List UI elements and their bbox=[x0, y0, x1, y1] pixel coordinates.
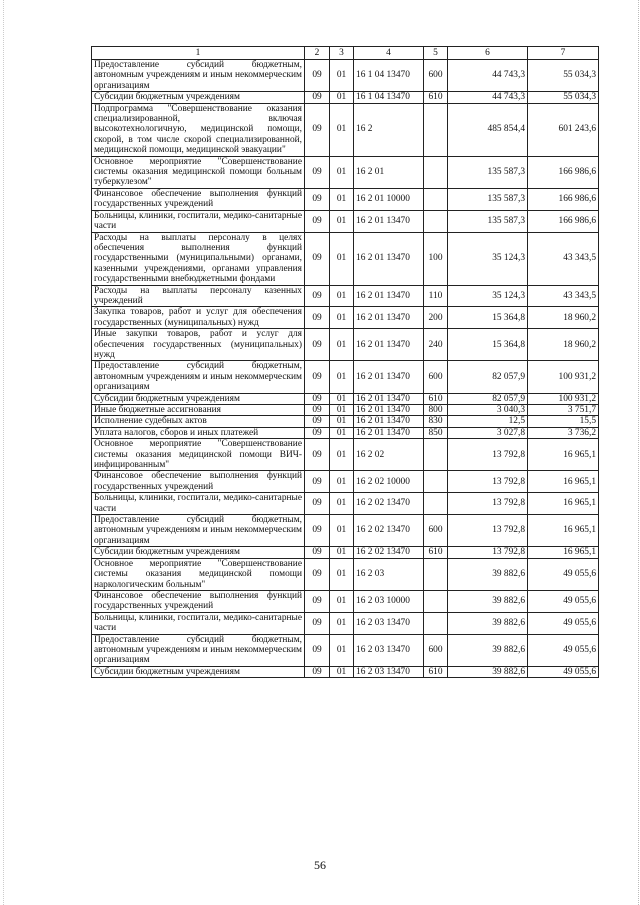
amount-year1-cell: 3 027,8 bbox=[448, 427, 528, 438]
amount-year2-cell: 49 055,6 bbox=[528, 590, 599, 612]
table-row bbox=[92, 210, 599, 232]
header-col-3: 3 bbox=[330, 47, 354, 60]
amount-year2-cell: 16 965,1 bbox=[528, 439, 599, 471]
target-article-cell: 16 2 02 13470 bbox=[354, 515, 424, 547]
target-article-cell: 16 2 01 bbox=[354, 156, 424, 188]
header-col-1: 1 bbox=[92, 47, 305, 60]
amount-year2-cell: 18 960,2 bbox=[528, 307, 599, 329]
amount-year1-cell: 135 587,3 bbox=[448, 156, 528, 188]
table-row bbox=[92, 590, 599, 612]
header-col-2: 2 bbox=[305, 47, 330, 60]
amount-year2-cell: 16 965,1 bbox=[528, 547, 599, 558]
table-header-row bbox=[92, 47, 599, 60]
expense-name-cell: Предоставление субсидий бюджетным, автономным учреждениям и иным некоммерческим организациям bbox=[92, 634, 305, 666]
expense-type-cell: 600 bbox=[424, 634, 448, 666]
table-row bbox=[92, 439, 599, 471]
expense-name-cell: Закупка товаров, работ и услуг для обеспечения государственных (муниципальных) нужд bbox=[92, 307, 305, 329]
amount-year1-cell: 13 792,8 bbox=[448, 493, 528, 515]
expense-name-cell: Субсидии бюджетным учреждениям bbox=[92, 92, 305, 103]
amount-year2-cell: 16 965,1 bbox=[528, 515, 599, 547]
subsection-code-cell: 01 bbox=[330, 92, 354, 103]
amount-year1-cell: 13 792,8 bbox=[448, 471, 528, 493]
amount-year2-cell: 601 243,6 bbox=[528, 103, 599, 156]
amount-year2-cell: 100 931,2 bbox=[528, 393, 599, 404]
amount-year1-cell: 15 364,8 bbox=[448, 307, 528, 329]
subsection-code-cell: 01 bbox=[330, 416, 354, 427]
expense-name-cell: Предоставление субсидий бюджетным, автономным учреждениям и иным некоммерческим организациям bbox=[92, 515, 305, 547]
target-article-cell: 16 2 01 13470 bbox=[354, 361, 424, 393]
section-code-cell: 09 bbox=[305, 393, 330, 404]
expense-name-cell: Расходы на выплаты персоналу в целях обеспечения выполнения функций государственными (муниципальными) органами, казенными учреждениями, органами управления государственными внебюджетными фондами bbox=[92, 232, 305, 285]
header-col-4: 4 bbox=[354, 47, 424, 60]
expense-type-cell: 800 bbox=[424, 405, 448, 416]
expense-type-cell: 610 bbox=[424, 92, 448, 103]
table-row bbox=[92, 416, 599, 427]
scan-right-edge bbox=[637, 0, 639, 905]
expense-name-cell: Основное мероприятие "Совершенствование системы оказания медицинской помощи ВИЧ-инфицированным" bbox=[92, 439, 305, 471]
section-code-cell: 09 bbox=[305, 439, 330, 471]
subsection-code-cell: 01 bbox=[330, 427, 354, 438]
expense-type-cell: 600 bbox=[424, 361, 448, 393]
amount-year1-cell: 12,5 bbox=[448, 416, 528, 427]
table-row bbox=[92, 427, 599, 438]
expense-name-cell: Подпрограмма "Совершенствование оказания специализированной, включая высокотехнологичную, медицинской помощи, скорой, в том числе скорой специализированной, медицинской помощи, медицинской эвакуации" bbox=[92, 103, 305, 156]
amount-year2-cell: 49 055,6 bbox=[528, 558, 599, 590]
expense-name-cell: Субсидии бюджетным учреждениям bbox=[92, 393, 305, 404]
expense-name-cell: Финансовое обеспечение выполнения функций государственных учреждений bbox=[92, 188, 305, 210]
amount-year2-cell: 15,5 bbox=[528, 416, 599, 427]
target-article-cell: 16 2 bbox=[354, 103, 424, 156]
target-article-cell: 16 2 02 13470 bbox=[354, 547, 424, 558]
amount-year2-cell: 3 751,7 bbox=[528, 405, 599, 416]
header-col-6: 6 bbox=[448, 47, 528, 60]
expense-name-cell: Основное мероприятие "Совершенствование системы оказания медицинской помощи наркологическим больным" bbox=[92, 558, 305, 590]
amount-year1-cell: 82 057,9 bbox=[448, 361, 528, 393]
expense-type-cell: 850 bbox=[424, 427, 448, 438]
subsection-code-cell: 01 bbox=[330, 60, 354, 92]
expense-type-cell bbox=[424, 590, 448, 612]
amount-year1-cell: 13 792,8 bbox=[448, 439, 528, 471]
expense-type-cell bbox=[424, 210, 448, 232]
section-code-cell: 09 bbox=[305, 471, 330, 493]
amount-year2-cell: 166 986,6 bbox=[528, 210, 599, 232]
table-row bbox=[92, 493, 599, 515]
target-article-cell: 16 1 04 13470 bbox=[354, 60, 424, 92]
expense-type-cell: 100 bbox=[424, 232, 448, 285]
section-code-cell: 09 bbox=[305, 232, 330, 285]
amount-year2-cell: 55 034,3 bbox=[528, 92, 599, 103]
amount-year2-cell: 49 055,6 bbox=[528, 634, 599, 666]
subsection-code-cell: 01 bbox=[330, 612, 354, 634]
section-code-cell: 09 bbox=[305, 416, 330, 427]
table-body bbox=[92, 60, 599, 678]
expense-type-cell: 600 bbox=[424, 60, 448, 92]
section-code-cell: 09 bbox=[305, 60, 330, 92]
subsection-code-cell: 01 bbox=[330, 307, 354, 329]
amount-year2-cell: 55 034,3 bbox=[528, 60, 599, 92]
page-number: 56 bbox=[314, 858, 326, 872]
expense-type-cell bbox=[424, 188, 448, 210]
amount-year1-cell: 35 124,3 bbox=[448, 232, 528, 285]
table-row bbox=[92, 471, 599, 493]
section-code-cell: 09 bbox=[305, 92, 330, 103]
expense-name-cell: Финансовое обеспечение выполнения функций государственных учреждений bbox=[92, 590, 305, 612]
subsection-code-cell: 01 bbox=[330, 547, 354, 558]
target-article-cell: 16 2 01 13470 bbox=[354, 416, 424, 427]
expense-name-cell: Финансовое обеспечение выполнения функций государственных учреждений bbox=[92, 471, 305, 493]
expense-type-cell: 610 bbox=[424, 547, 448, 558]
section-code-cell: 09 bbox=[305, 103, 330, 156]
table-row bbox=[92, 285, 599, 307]
subsection-code-cell: 01 bbox=[330, 156, 354, 188]
amount-year2-cell: 3 736,2 bbox=[528, 427, 599, 438]
expense-name-cell: Предоставление субсидий бюджетным, автономным учреждениям и иным некоммерческим организациям bbox=[92, 60, 305, 92]
target-article-cell: 16 2 01 13470 bbox=[354, 427, 424, 438]
expense-type-cell bbox=[424, 558, 448, 590]
subsection-code-cell: 01 bbox=[330, 515, 354, 547]
subsection-code-cell: 01 bbox=[330, 361, 354, 393]
section-code-cell: 09 bbox=[305, 666, 330, 677]
expense-type-cell bbox=[424, 156, 448, 188]
expense-name-cell: Иные бюджетные ассигнования bbox=[92, 405, 305, 416]
expense-type-cell: 200 bbox=[424, 307, 448, 329]
subsection-code-cell: 01 bbox=[330, 590, 354, 612]
table-row bbox=[92, 361, 599, 393]
expense-type-cell bbox=[424, 439, 448, 471]
amount-year2-cell: 43 343,5 bbox=[528, 285, 599, 307]
section-code-cell: 09 bbox=[305, 493, 330, 515]
amount-year2-cell: 166 986,6 bbox=[528, 156, 599, 188]
amount-year1-cell: 15 364,8 bbox=[448, 329, 528, 361]
table-row bbox=[92, 307, 599, 329]
subsection-code-cell: 01 bbox=[330, 285, 354, 307]
subsection-code-cell: 01 bbox=[330, 493, 354, 515]
expense-type-cell: 830 bbox=[424, 416, 448, 427]
amount-year1-cell: 82 057,9 bbox=[448, 393, 528, 404]
section-code-cell: 09 bbox=[305, 427, 330, 438]
target-article-cell: 16 1 04 13470 bbox=[354, 92, 424, 103]
table-row bbox=[92, 329, 599, 361]
expense-type-cell bbox=[424, 612, 448, 634]
table-row bbox=[92, 405, 599, 416]
amount-year2-cell: 18 960,2 bbox=[528, 329, 599, 361]
target-article-cell: 16 2 01 13470 bbox=[354, 307, 424, 329]
table-row bbox=[92, 558, 599, 590]
subsection-code-cell: 01 bbox=[330, 558, 354, 590]
section-code-cell: 09 bbox=[305, 634, 330, 666]
amount-year1-cell: 13 792,8 bbox=[448, 515, 528, 547]
table-row bbox=[92, 547, 599, 558]
subsection-code-cell: 01 bbox=[330, 405, 354, 416]
header-col-7: 7 bbox=[528, 47, 599, 60]
section-code-cell: 09 bbox=[305, 558, 330, 590]
subsection-code-cell: 01 bbox=[330, 393, 354, 404]
target-article-cell: 16 2 02 bbox=[354, 439, 424, 471]
target-article-cell: 16 2 03 13470 bbox=[354, 634, 424, 666]
table-row bbox=[92, 103, 599, 156]
section-code-cell: 09 bbox=[305, 405, 330, 416]
table-row bbox=[92, 666, 599, 677]
subsection-code-cell: 01 bbox=[330, 188, 354, 210]
target-article-cell: 16 2 03 bbox=[354, 558, 424, 590]
expense-type-cell: 240 bbox=[424, 329, 448, 361]
subsection-code-cell: 01 bbox=[330, 666, 354, 677]
expense-type-cell bbox=[424, 471, 448, 493]
scan-left-edge bbox=[3, 0, 5, 905]
subsection-code-cell: 01 bbox=[330, 471, 354, 493]
subsection-code-cell: 01 bbox=[330, 232, 354, 285]
budget-table bbox=[91, 46, 599, 678]
target-article-cell: 16 2 01 13470 bbox=[354, 232, 424, 285]
amount-year1-cell: 39 882,6 bbox=[448, 634, 528, 666]
amount-year1-cell: 485 854,4 bbox=[448, 103, 528, 156]
target-article-cell: 16 2 03 13470 bbox=[354, 612, 424, 634]
amount-year1-cell: 39 882,6 bbox=[448, 558, 528, 590]
table-row bbox=[92, 232, 599, 285]
amount-year2-cell: 49 055,6 bbox=[528, 612, 599, 634]
target-article-cell: 16 2 01 13470 bbox=[354, 285, 424, 307]
amount-year2-cell: 16 965,1 bbox=[528, 471, 599, 493]
table-row bbox=[92, 515, 599, 547]
amount-year1-cell: 3 040,3 bbox=[448, 405, 528, 416]
expense-type-cell bbox=[424, 103, 448, 156]
expense-name-cell: Субсидии бюджетным учреждениям bbox=[92, 666, 305, 677]
expense-type-cell bbox=[424, 493, 448, 515]
section-code-cell: 09 bbox=[305, 329, 330, 361]
amount-year2-cell: 16 965,1 bbox=[528, 493, 599, 515]
section-code-cell: 09 bbox=[305, 590, 330, 612]
expense-name-cell: Предоставление субсидий бюджетным, автономным учреждениям и иным некоммерческим организациям bbox=[92, 361, 305, 393]
amount-year1-cell: 39 882,6 bbox=[448, 612, 528, 634]
target-article-cell: 16 2 01 13470 bbox=[354, 210, 424, 232]
table-row bbox=[92, 60, 599, 92]
section-code-cell: 09 bbox=[305, 515, 330, 547]
amount-year1-cell: 35 124,3 bbox=[448, 285, 528, 307]
section-code-cell: 09 bbox=[305, 547, 330, 558]
expense-type-cell: 600 bbox=[424, 515, 448, 547]
expense-name-cell: Расходы на выплаты персоналу казенных учреждений bbox=[92, 285, 305, 307]
target-article-cell: 16 2 01 13470 bbox=[354, 329, 424, 361]
section-code-cell: 09 bbox=[305, 307, 330, 329]
target-article-cell: 16 2 03 10000 bbox=[354, 590, 424, 612]
subsection-code-cell: 01 bbox=[330, 210, 354, 232]
section-code-cell: 09 bbox=[305, 285, 330, 307]
table-row bbox=[92, 634, 599, 666]
target-article-cell: 16 2 01 13470 bbox=[354, 405, 424, 416]
amount-year1-cell: 39 882,6 bbox=[448, 666, 528, 677]
target-article-cell: 16 2 01 10000 bbox=[354, 188, 424, 210]
subsection-code-cell: 01 bbox=[330, 439, 354, 471]
expense-name-cell: Исполнение судебных актов bbox=[92, 416, 305, 427]
amount-year2-cell: 43 343,5 bbox=[528, 232, 599, 285]
table-row bbox=[92, 156, 599, 188]
expense-name-cell: Больницы, клиники, госпитали, медико-санитарные части bbox=[92, 612, 305, 634]
amount-year2-cell: 100 931,2 bbox=[528, 361, 599, 393]
section-code-cell: 09 bbox=[305, 361, 330, 393]
header-col-5: 5 bbox=[424, 47, 448, 60]
expense-name-cell: Больницы, клиники, госпитали, медико-санитарные части bbox=[92, 210, 305, 232]
subsection-code-cell: 01 bbox=[330, 329, 354, 361]
subsection-code-cell: 01 bbox=[330, 103, 354, 156]
expense-type-cell: 110 bbox=[424, 285, 448, 307]
amount-year1-cell: 135 587,3 bbox=[448, 188, 528, 210]
section-code-cell: 09 bbox=[305, 188, 330, 210]
table-row bbox=[92, 393, 599, 404]
target-article-cell: 16 2 01 13470 bbox=[354, 393, 424, 404]
amount-year2-cell: 166 986,6 bbox=[528, 188, 599, 210]
expense-name-cell: Иные закупки товаров, работ и услуг для обеспечения государственных (муниципальных) нужд bbox=[92, 329, 305, 361]
expense-type-cell: 610 bbox=[424, 393, 448, 404]
expense-name-cell: Больницы, клиники, госпитали, медико-санитарные части bbox=[92, 493, 305, 515]
target-article-cell: 16 2 02 10000 bbox=[354, 471, 424, 493]
section-code-cell: 09 bbox=[305, 210, 330, 232]
amount-year1-cell: 135 587,3 bbox=[448, 210, 528, 232]
expense-type-cell: 610 bbox=[424, 666, 448, 677]
amount-year1-cell: 44 743,3 bbox=[448, 60, 528, 92]
expense-name-cell: Уплата налогов, сборов и иных платежей bbox=[92, 427, 305, 438]
section-code-cell: 09 bbox=[305, 156, 330, 188]
section-code-cell: 09 bbox=[305, 612, 330, 634]
expense-name-cell: Основное мероприятие "Совершенствование системы оказания медицинской помощи больным туберкулезом" bbox=[92, 156, 305, 188]
subsection-code-cell: 01 bbox=[330, 634, 354, 666]
table-row bbox=[92, 92, 599, 103]
table-row bbox=[92, 188, 599, 210]
expense-name-cell: Субсидии бюджетным учреждениям bbox=[92, 547, 305, 558]
table-row bbox=[92, 612, 599, 634]
target-article-cell: 16 2 03 13470 bbox=[354, 666, 424, 677]
target-article-cell: 16 2 02 13470 bbox=[354, 493, 424, 515]
amount-year1-cell: 44 743,3 bbox=[448, 92, 528, 103]
amount-year2-cell: 49 055,6 bbox=[528, 666, 599, 677]
amount-year1-cell: 13 792,8 bbox=[448, 547, 528, 558]
amount-year1-cell: 39 882,6 bbox=[448, 590, 528, 612]
